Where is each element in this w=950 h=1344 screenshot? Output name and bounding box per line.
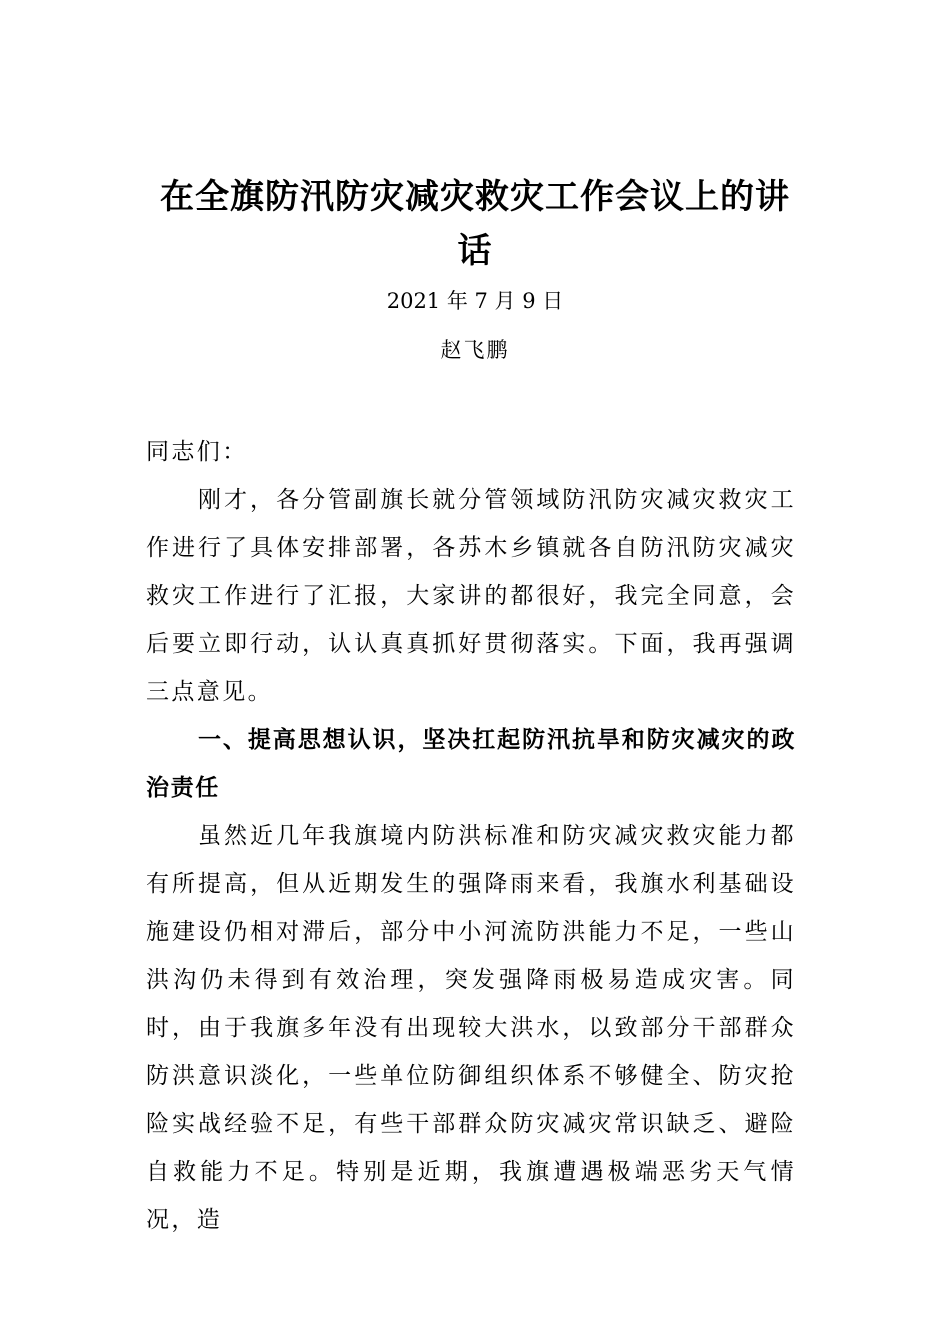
section-heading-1: 一、提高思想认识，坚决扛起防汛抗旱和防灾减灾的政治责任 <box>146 727 796 801</box>
document-title: 在全旗防汛防灾减灾救灾工作会议上的讲话 <box>160 177 790 271</box>
salutation: 同志们： <box>146 439 248 465</box>
paragraph-opening: 刚才，各分管副旗长就分管领域防汛防灾减灾救灾工作进行了具体安排部署，各苏木乡镇就各自防汛防灾减灾救灾工作进行了汇报，大家讲的都很好，我完全同意，会后要立即行动，认认真真抓好贯彻落实。下面，我再强调三点意见。 <box>146 487 796 705</box>
speaker-name: 赵飞鹏 <box>440 338 510 362</box>
paragraph-section-1: 虽然近几年我旗境内防洪标准和防灾减灾救灾能力都有所提高，但从近期发生的强降雨来看，我旗水利基础设施建设仍相对滞后，部分中小河流防洪能力不足，一些山洪沟仍未得到有效治理，突发强降雨极易造成灾害。同时，由于我旗多年没有出现较大洪水，以致部分干部群众防洪意识淡化，一些单位防御组织体系不够健全、防灾抢险实战经验不足，有些干部群众防灾减灾常识缺乏、避险自救能力不足。特别是近期，我旗遭遇极端恶劣天气情况，造 <box>146 823 796 1233</box>
speech-date: 2021 年 7 月 9 日 <box>386 289 564 313</box>
speech-body <box>146 428 796 1244</box>
